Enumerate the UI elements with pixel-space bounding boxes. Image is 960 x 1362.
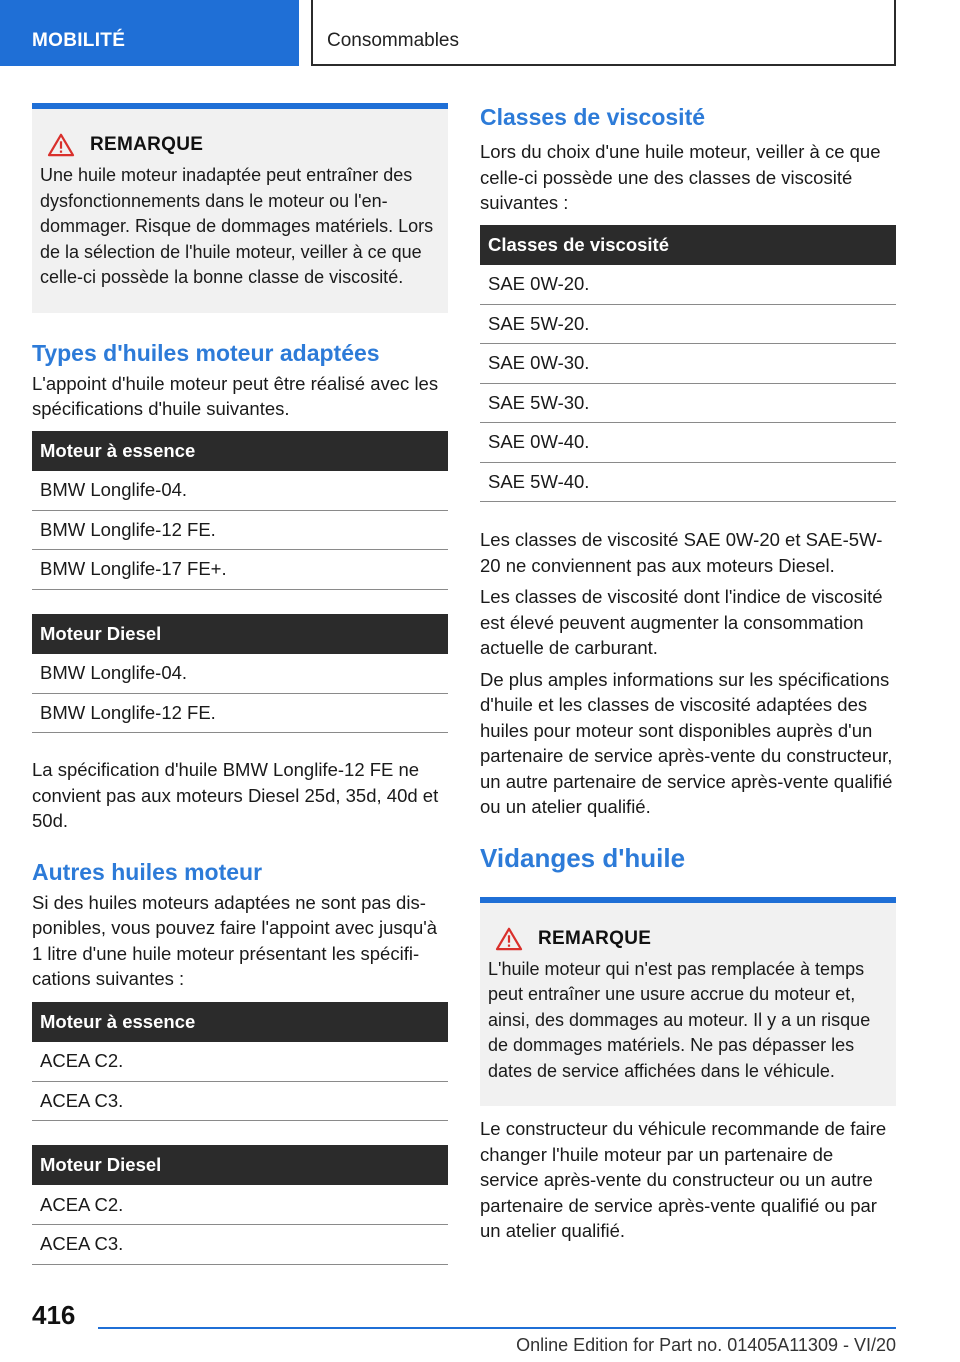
right-column [480,103,896,1244]
types-intro: L'appoint d'huile moteur peut être réalisé avec les spécifications d'huile suivantes. [32,372,439,419]
warning-box [480,897,896,1107]
table-row [32,1225,448,1265]
table-row [32,693,448,733]
viscosity-heading: Classes de viscosité [480,104,706,130]
warning-header [488,927,886,951]
table-row [32,654,448,694]
table-header: Moteur Diesel [32,1145,448,1185]
viscosity-para-2: Les classes de viscosité dont l'indice de viscosité est élevé peuvent augmenter la consommation actuelle de carburant. [480,586,883,658]
table-cell: BMW Longlife-12 FE. [32,693,448,733]
viscosity-intro: Lors du choix d'une huile moteur, veiller à ce que celle-ci possède une des classes de viscosité suivantes : [480,141,881,213]
viscosity-para-1: Les classes de viscosité SAE 0W-20 et SAE-5W-20 ne conviennent pas aux moteurs Diesel. [480,529,883,576]
warning-header [40,133,438,157]
table-row [480,383,896,423]
table-cell: BMW Longlife-04. [32,471,448,511]
table-viscosity [480,225,896,503]
warning-text: Une huile moteur inadaptée peut entraîner des dysfonctionnements dans le moteur ou l'endommager. Risque de dommages matériels. Lors de la sélection de l'huile moteur, veiller à ce que celle-ci possède la bonne classe de viscosité. [40,165,434,287]
table-row [480,462,896,502]
table-row [480,423,896,463]
chapter-tab [311,0,896,66]
warning-triangle-icon [46,133,76,157]
table-cell: SAE 0W-40. [480,423,896,463]
types-heading: Types d'huiles moteur adaptées [32,339,380,366]
table-cell: SAE 5W-30. [480,383,896,423]
table-header: Moteur à essence [32,431,448,471]
table-cell: SAE 0W-30. [480,344,896,384]
warning-triangle-icon [494,927,524,951]
other-oils-intro: Si des huiles moteurs adaptées ne sont pas disponibles, vous pouvez faire l'appoint avec jusqu'à 1 litre d'une huile moteur présentant les spécifications suivantes : [32,891,438,989]
table-cell: BMW Longlife-17 FE+. [32,550,448,590]
table-cell: SAE 5W-40. [480,462,896,502]
other-oils-heading: Autres huiles moteur [32,858,263,885]
table-cell: ACEA C2. [32,1185,448,1225]
oil-change-para: Le constructeur du véhicule recommande de faire changer l'huile moteur par un partenaire de service après-vente du constructeur ou un autre partenaire de service après-vente qualifié ou par un atelier qualifié. [480,1118,887,1241]
section-label: MOBILITÉ [32,30,126,51]
table-cell: ACEA C2. [32,1042,448,1082]
chapter-label: Consommables [327,30,459,51]
table-row [480,344,896,384]
oil-change-heading: Vidanges d'huile [480,842,686,873]
table-row [32,1081,448,1121]
table-other-petrol [32,1002,448,1122]
warning-title: REMARQUE [538,927,652,949]
table-header: Classes de viscosité [480,225,896,265]
footer-rule [98,1327,896,1329]
table-cell: SAE 0W-20. [480,265,896,305]
table-cell: SAE 5W-20. [480,304,896,344]
edition-text: Online Edition for Part no. 01405A11309 - VI/20 [516,1335,896,1355]
warning-title: REMARQUE [90,134,204,155]
table-row [32,1042,448,1082]
table-row [480,265,896,305]
table-header: Moteur à essence [32,1002,448,1042]
table-row [32,510,448,550]
table-cell: ACEA C3. [32,1225,448,1265]
table-row [32,471,448,511]
table-diesel [32,614,448,734]
table-cell: BMW Longlife-12 FE. [32,510,448,550]
page-number: 416 [32,1300,76,1330]
table-petrol [32,431,448,590]
warning-text: L'huile moteur qui n'est pas remplacée à temps peut entraîner une usure accrue du moteur et, ainsi, des dommages au moteur. Il y a un risque de dommages matériels. Ne pas dépasser les dates de service affichées dans le véhicule. [488,958,871,1081]
section-tab [0,0,299,66]
left-column [32,103,448,1265]
viscosity-para-3: De plus amples informations sur les spécifications d'huile et les classes de viscosité adaptées des huiles pour moteur sont disponibles auprès d'un partenaire de service après-vente du constructeur, un autre partenaire de service après-vente qualifié ou un atelier qualifié. [480,668,893,817]
table-row [480,304,896,344]
warning-box [32,103,448,313]
table-cell: ACEA C3. [32,1081,448,1121]
table-header: Moteur Diesel [32,614,448,654]
table-row [32,550,448,590]
table-row [32,1185,448,1225]
diesel-note: La spécification d'huile BMW Longlife-12 FE ne convient pas aux moteurs Diesel 25d, 35d, 40d et 50d. [32,759,439,831]
table-cell: BMW Longlife-04. [32,654,448,694]
table-other-diesel [32,1145,448,1265]
